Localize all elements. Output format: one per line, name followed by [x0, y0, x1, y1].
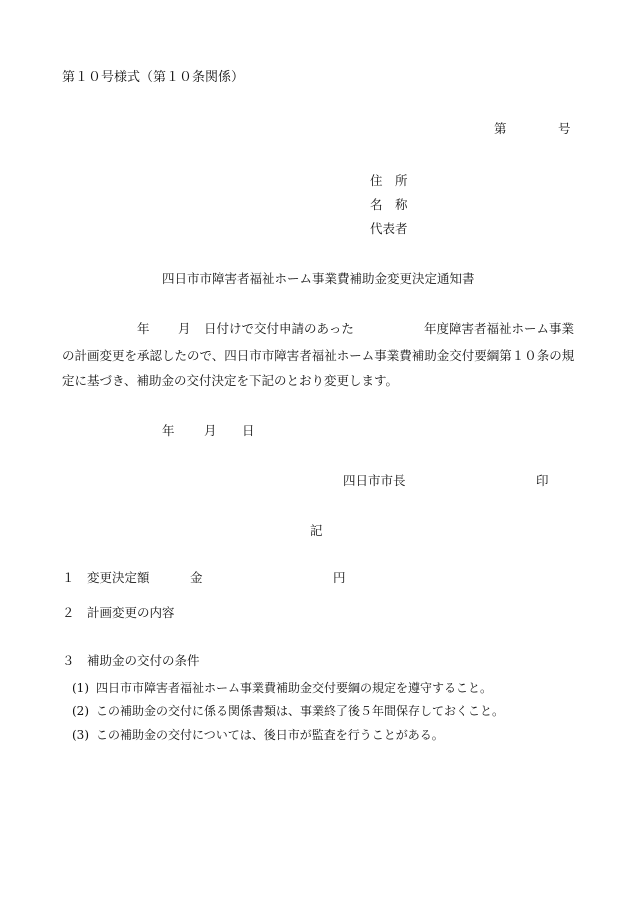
item1-number: １ [62, 570, 75, 585]
item3-number: ３ [62, 653, 75, 668]
recipient-address-label: 住 所 [370, 173, 408, 188]
issuer-seal: 印 [536, 473, 549, 488]
doc-number-go: 号 [558, 121, 571, 136]
condition-3-text: この補助金の交付については、後日市が監査を行うことがある。 [96, 728, 444, 742]
date-year: 年 [162, 423, 175, 438]
item1-kin: 金 [190, 570, 203, 585]
date-day: 日 [242, 423, 255, 438]
item2-label: 計画変更の内容 [87, 605, 175, 620]
item2-number: ２ [62, 605, 75, 620]
doc-number-dai: 第 [494, 121, 507, 136]
condition-1-text: 四日市市障害者福祉ホーム事業費補助金交付要綱の規定を遵守すること。 [96, 681, 493, 695]
item1-yen: 円 [333, 570, 346, 585]
body-year: 年 [137, 321, 150, 336]
body-line1-end: 年度障害者福祉ホーム事業 [424, 321, 575, 336]
condition-3-number: (3) [72, 728, 89, 742]
condition-2-text: この補助金の交付に係る関係書類は、事業終了後５年間保存しておくこと。 [96, 704, 505, 718]
ki-heading: 記 [310, 523, 323, 538]
item3-label: 補助金の交付の条件 [87, 653, 200, 668]
body-line3: 定に基づき、補助金の交付決定を下記のとおり変更します。 [62, 373, 399, 388]
date-month: 月 [204, 423, 217, 438]
body-line1-rest: 日付けで交付申請のあった [204, 321, 354, 336]
body-month: 月 [178, 321, 191, 336]
recipient-name-label: 名 称 [370, 197, 408, 212]
item1-label: 変更決定額 [87, 570, 150, 585]
document-title: 四日市市障害者福祉ホーム事業費補助金変更決定通知書 [162, 271, 475, 286]
issuer-name: 四日市市長 [343, 473, 406, 488]
condition-1-number: (1) [72, 681, 89, 695]
body-line2: の計画変更を承認したので、四日市市障害者福祉ホーム事業費補助金交付要綱第１０条の規 [62, 348, 575, 363]
condition-2-number: (2) [72, 704, 89, 718]
recipient-representative-label: 代表者 [370, 221, 408, 236]
form-label: 第１０号様式（第１０条関係） [62, 70, 245, 85]
